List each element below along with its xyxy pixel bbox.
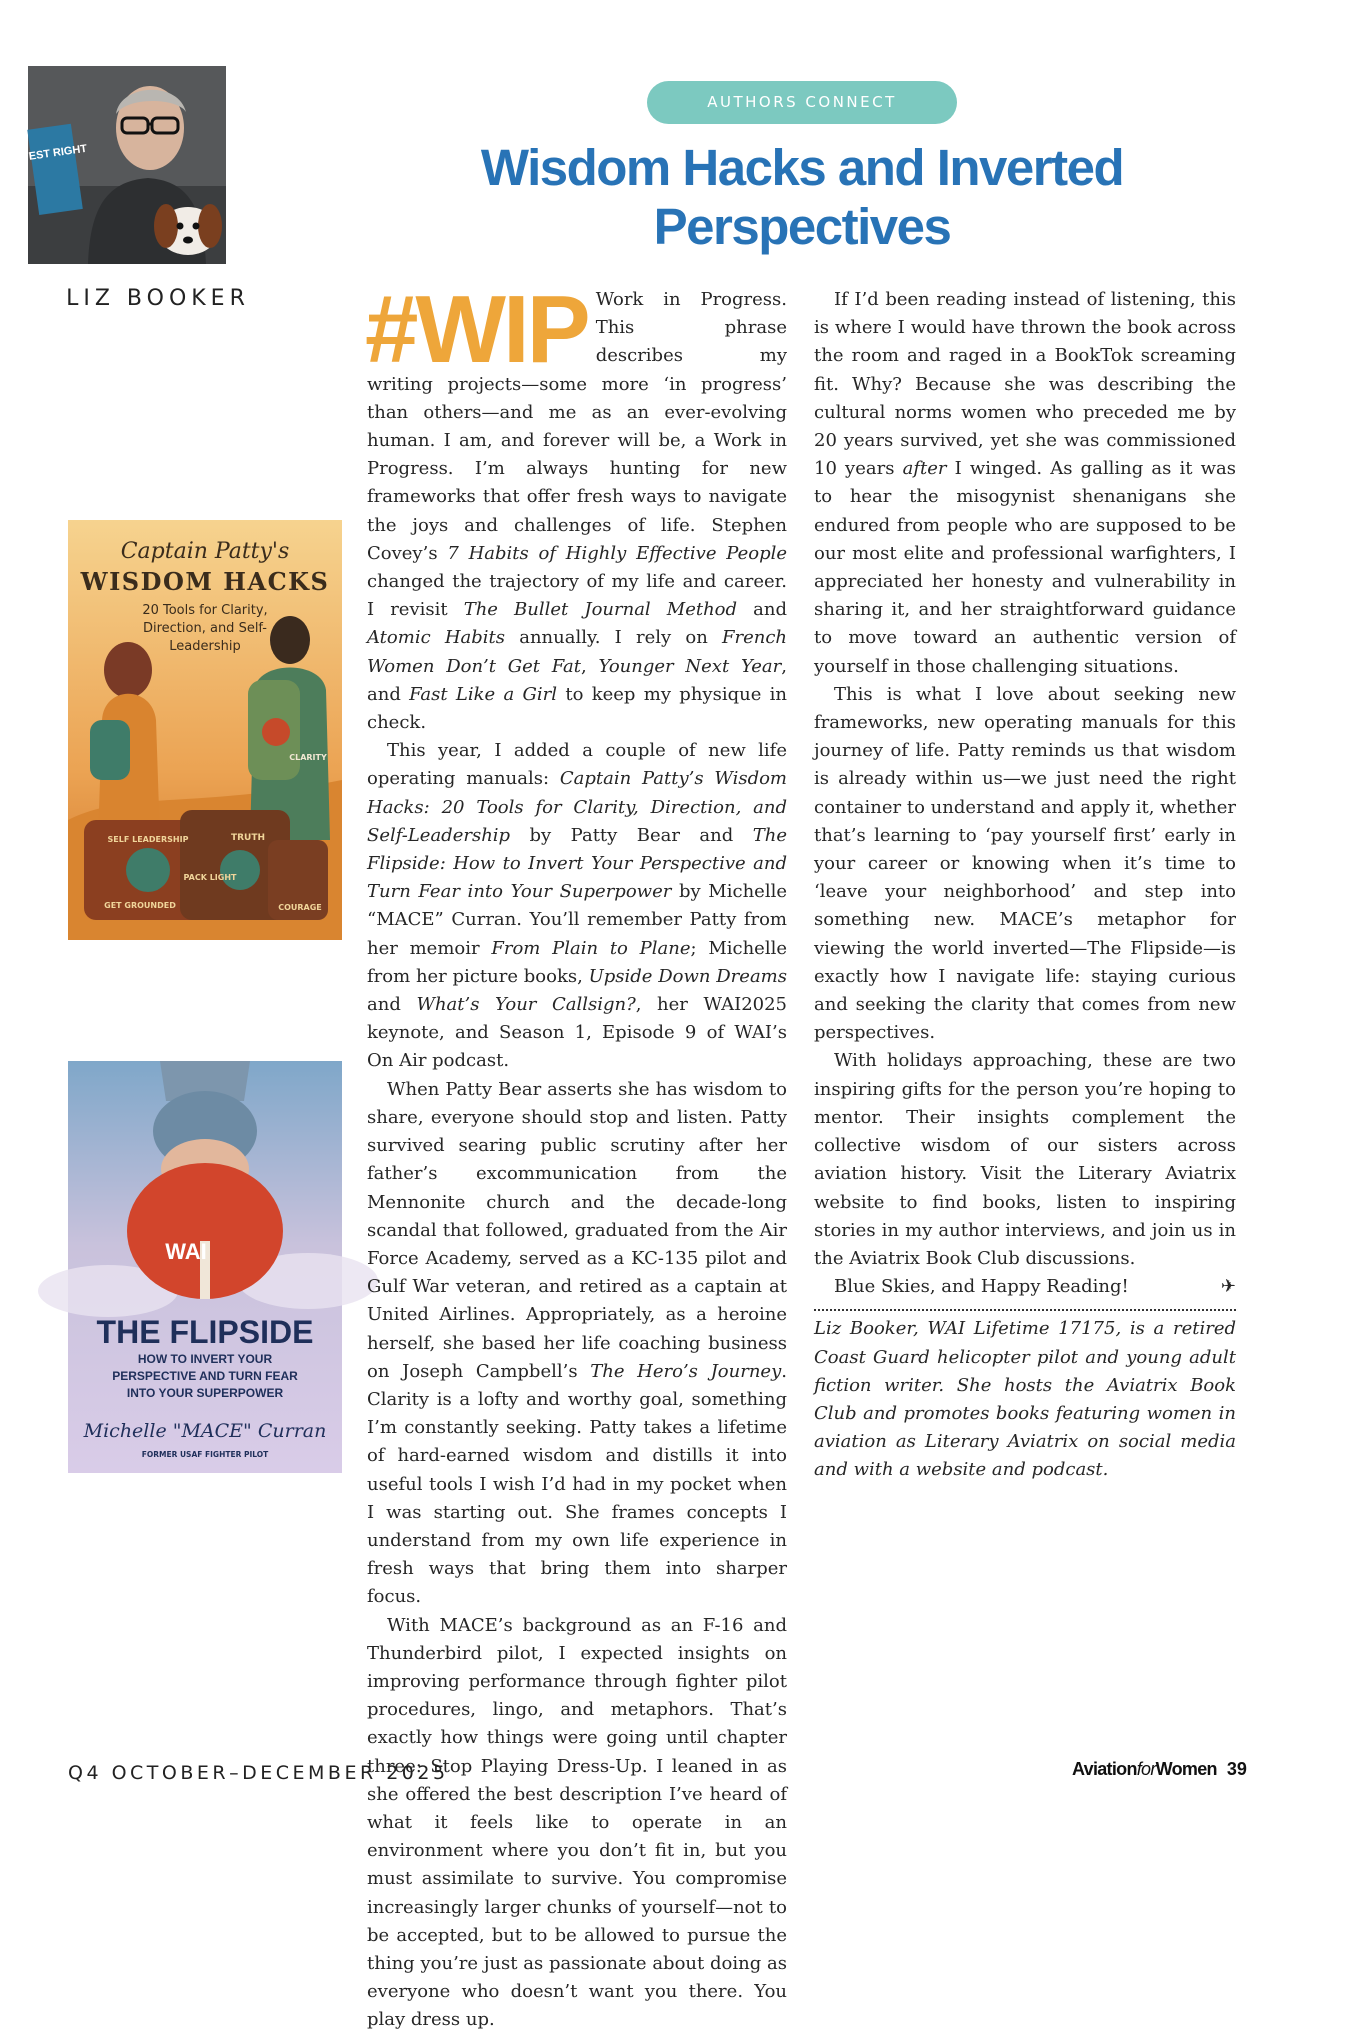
airplane-icon: ✈ bbox=[1220, 1276, 1236, 1298]
paragraph-6: This is what I love about seeking new frameworks, new operating manuals for this journey of life. Patty reminds us that wisdom is already within us—we just need the right container to understand and apply it, whether that’s learning to ‘pay yourself first’ early in your career or knowing when it’s time to ‘leave your neighborhood’ and step into something new. MACE’s metaphor for viewing the world inverted—The Flipside—is exactly how I navigate life: staying curious and seeking the clarity that comes from new perspectives. bbox=[814, 683, 1236, 1044]
paragraph-1 bbox=[365, 276, 788, 737]
paragraph-3: When Patty Bear asserts she has wisdom to share, everyone should stop and listen. Patty survived searing public scrutiny after her father’s excommunication from the Mennonite church and the decade-long scandal that followed, graduated from the Air Force Academy, served as a KC-135 pilot and Gulf War veteran, and retired as a captain at United Airlines. Appropriately, as a heroine herself, she based her life coaching business on Joseph Campbell’s The Hero’s Journey. Clarity is a lofty and worthy goal, something I’m constantly seeking. Patty takes a lifetime of hard-earned wisdom and distills it into useful tools I wish I’d had in my pocket when I was starting out. She frames concepts I understand from my own life experience in fresh ways that bring them into sharper focus. bbox=[367, 1078, 787, 1608]
author-photo bbox=[17, 66, 226, 264]
author-name: LIZ BOOKER bbox=[66, 286, 250, 311]
wisdom-subtitle: 20 Tools for Clarity, Direction, and Self-Leadership bbox=[142, 603, 268, 654]
flipside-tagline: FORMER USAF FIGHTER PILOT bbox=[141, 1450, 269, 1459]
magazine-name-b: for bbox=[1136, 1759, 1156, 1779]
tag-pack-light: PACK LIGHT bbox=[183, 873, 237, 882]
signoff-text: Blue Skies, and Happy Reading! bbox=[834, 1276, 1129, 1298]
helmet-text: WAI bbox=[165, 1239, 207, 1264]
flipside-book-cover bbox=[68, 1061, 342, 1473]
paragraph-5: If I’d been reading instead of listening, this is where I would have thrown the book across the room and raged in a BookTok screaming fit. Why? Because she was describing the cultural norms women who preceded me by 20 years survived, yet she was commissioned 10 years after I winged. As galling as it was to hear the misogynist shenanigans she endured from people who are supposed to be our most elite and professional warfighters, I appreciated her honesty and vulnerability in sharing it, and her straightforward guidance to move toward an authentic version of yourself in those challenging situations. bbox=[814, 289, 1236, 677]
tag-courage: COURAGE bbox=[278, 903, 322, 912]
tag-truth: TRUTH bbox=[230, 833, 266, 843]
paragraph-7: With holidays approaching, these are two inspiring gifts for the person you’re hoping to mentor. Their insights complement the collective wisdom of our sisters across aviation history. Visit the Literary Aviatrix website to find books, listen to inspiring stories in my author interviews, and join us in the Aviatrix Book Club discussions. bbox=[814, 1050, 1236, 1269]
book-spine-text: WEST RIGHT bbox=[17, 142, 88, 165]
paragraph-4: With MACE’s background as an F-16 and Thunderbird pilot, I expected insights on improving performance through fighter pilot procedures, lingo, and metaphors. That’s exactly how things were going until chapter three: Stop Playing Dress-Up. I leaned in as she offered the best description I’ve heard of what it feels like to operate in an environment where you don’t fit in, but you must assimilate to survive. You compromise increasingly larger chunks of yourself—not to be accepted, but to be allowed to pursue the thing you’re just as passionate about doing as everyone who doesn’t want you there. You play dress up. bbox=[367, 1614, 787, 2031]
magazine-footer bbox=[1072, 1759, 1247, 1780]
article-column-2 bbox=[814, 286, 1236, 1485]
magazine-name-a: Aviation bbox=[1072, 1759, 1137, 1779]
bio-divider bbox=[814, 1309, 1236, 1311]
section-badge: AUTHORS CONNECT bbox=[647, 81, 957, 124]
wisdom-hacks-book-cover bbox=[68, 520, 342, 940]
flipside-title: THE FLIPSIDE bbox=[96, 1314, 314, 1350]
wisdom-title: WISDOM HACKS bbox=[80, 567, 330, 596]
headline: Wisdom Hacks and Inverted Perspectives bbox=[480, 139, 1124, 255]
wisdom-script-title: Captain Patty's bbox=[120, 539, 290, 564]
dropcap-wip: #WIP bbox=[365, 276, 588, 383]
flipside-subtitle: HOW TO INVERT YOUR PERSPECTIVE AND TURN FEAR INTO YOUR SUPERPOWER bbox=[112, 1352, 298, 1400]
tag-get-grounded: GET GROUNDED bbox=[104, 901, 176, 910]
tag-self-leadership: SELF LEADERSHIP bbox=[107, 835, 189, 844]
page-number: 39 bbox=[1226, 1759, 1247, 1779]
paragraph-2: This year, I added a couple of new life operating manuals: Captain Patty’s Wisdom Hacks: 20 Tools for Clarity, Direction, and Self-Leadership by Patty Bear and The Flipside: How to Invert Your Perspective and Turn Fear into Your Superpower by Michelle “MACE” Curran. You’ll remember Patty from her memoir From Plain to Plane; Michelle from her picture books, Upside Down Dreams and What’s Your Callsign?, her WAI2025 keynote, and Season 1, Episode 9 of WAI’s On Air podcast. bbox=[367, 740, 788, 1072]
issue-label: Q4 OCTOBER–DECEMBER 2025 bbox=[68, 1762, 449, 1784]
magazine-name-c: Women bbox=[1155, 1759, 1217, 1779]
tag-clarity: CLARITY bbox=[289, 753, 327, 762]
paragraph-1-text: Work in Progress. This phrase describes my writing projects—some more ‘in progress’ than others—and me as an ever-evolving human. I am, and forever will be, a Work in Progress. I’m always hunting for new frameworks that offer fresh ways to navigate the joys and challenges of life. Stephen Covey’s 7 Habits of Highly Effective People changed the trajectory of my life and career. I revisit The Bullet Journal Method and Atomic Habits annually. I rely on French Women Don’t Get Fat, Younger Next Year, and Fast Like a Girl to keep my physique in check. bbox=[367, 289, 788, 734]
flipside-author: Michelle "MACE" Curran bbox=[83, 1420, 327, 1442]
author-bio: Liz Booker, WAI Lifetime 17175, is a retired Coast Guard helicopter pilot and young adult fiction writer. She hosts the Aviatrix Book Club and promotes books featuring women in aviation as Literary Aviatrix on social media and with a website and podcast. bbox=[814, 1318, 1236, 1481]
signoff bbox=[814, 1273, 1236, 1301]
